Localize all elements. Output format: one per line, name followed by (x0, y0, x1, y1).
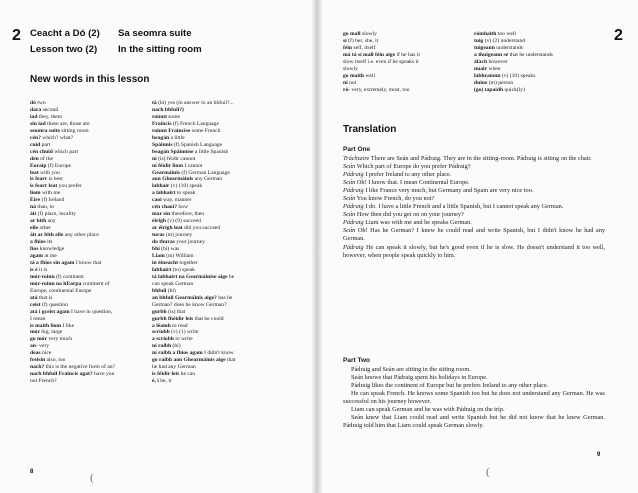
vocab-entry: liom with me (30, 190, 61, 197)
vocab-entry: a scríobh to write (152, 336, 193, 343)
page-number-left: 8 (30, 469, 34, 475)
vocab-entry: is maith liom I like (30, 322, 75, 329)
vocab-entry: tuig (v) (2) understand (474, 37, 526, 44)
vocab-entry: ní (is) féidir cannot (152, 155, 196, 162)
vocab-entry: Liam (m) William (152, 252, 194, 259)
vocab-entry: ceist (f) question (30, 301, 68, 308)
narrative-paragraph: He can speak French. He knows some Spanish too but he does not understand any German. He was successful on his journey however. (343, 390, 605, 406)
vocab-entry: go mór very much (30, 336, 73, 343)
dialogue-line: Pádraig He can speak it slowly, but he's good even if he is slow. He doesn't understand it too well, however, when people speak quickly to him. (343, 243, 605, 259)
vocab-entry: é, í he, it (152, 378, 172, 385)
vocab-entry: gurbh fhéidir leis that he could (152, 315, 224, 322)
vocab-entry: roinnt some (152, 113, 181, 120)
vocab-entry: éirigh (v) (9) succeed (152, 218, 201, 225)
part-one-heading: Part One (343, 146, 371, 153)
vocab-entry: nach bhfuil?) (152, 106, 184, 113)
dialogue-line: Tráchtaire There are Seán and Pádraig. They are in the sitting-room. Pádraig is sitting on the chair. (343, 155, 592, 162)
narrative-paragraph: Pádraig and Seán are sitting in the sitting room. (351, 366, 471, 373)
vocab-entry: Gearmáinis (f) German Language (152, 169, 230, 176)
vocab-entry: is féidir leis he can (152, 371, 196, 378)
dialogue-line: Seán Which part of Europe do you prefer Pádraig? (343, 163, 471, 171)
vocab-entry: sin iad these are, those are (30, 120, 90, 127)
vocab-entry: den of the (30, 155, 54, 162)
vocab-entry: is é it is (30, 266, 48, 273)
vocab-entry: gurbh (is) that (152, 308, 186, 315)
vocab-entry: ró- very, extremely, most, too (343, 86, 410, 93)
vocab-entry: is fearr is best (30, 176, 63, 183)
vocab-entry: atá i gceist agam I have in question, (30, 308, 113, 315)
vocab-entry: he had any German (152, 364, 196, 371)
vocab-entry: seomra suite sitting room (30, 127, 89, 134)
vocab-entry: cén chuid which part (30, 148, 79, 155)
vocab-entry: slow itself i.e. even if he speaks it (343, 58, 419, 65)
dialogue-line: Pádraig I like France very much, but Germany and Spain are very nice too. (343, 187, 534, 195)
page-number-right: 9 (597, 452, 601, 458)
lesson-title-irish-left: Ceacht a Dó (2) (30, 28, 100, 39)
vocab-entry: ar bith any (30, 218, 56, 225)
vocab-entry: not French? (30, 378, 57, 385)
vocab-entry: a léamh to read (152, 322, 188, 329)
vocab-entry: ná than, to (30, 204, 55, 211)
vocab-entry: an- very (30, 343, 50, 350)
narrative-paragraph: Seán knew that Liam could read and write Spanish but he did not know that he knew German. Pádraig told him that Liam could speak German slowly. (343, 414, 605, 430)
vocab-entry: beagán a little (152, 134, 185, 141)
vocab-entry: a thuigeann sé that he understands (474, 51, 553, 58)
vocab-entry: cén? which? what? (30, 134, 74, 141)
vocab-column-2 (152, 100, 307, 385)
chapter-number: 2 (12, 27, 21, 44)
dialogue-line: Seán Oh! I know that. I mean Continental Europe. (343, 179, 470, 187)
section-title-new-words: New words in this lesson (30, 74, 150, 85)
top-vocab-column-1 (343, 31, 471, 94)
chapter-number-right: 2 (614, 27, 623, 44)
vocab-entry: a fhios its (30, 239, 53, 246)
pen-mark: ( (90, 472, 94, 484)
lesson-title-english-right: In the sitting room (118, 44, 202, 55)
vocab-entry: is fearr leat you prefer (30, 183, 82, 190)
vocab-entry: cuid part (30, 141, 51, 148)
part-one-dialogue (343, 155, 605, 260)
dialogue-line: Pádraig I prefer Ireland to any other place. (343, 171, 452, 179)
vocab-entry: tá a fhios sin agam I know that (30, 259, 102, 266)
vocab-entry: can speak German (152, 280, 194, 287)
vocab-entry: duine (m) person (474, 79, 514, 86)
vocab-column-1 (30, 100, 148, 385)
vocab-entry: rómhaith too well (474, 31, 516, 37)
vocab-entry: leat with you (30, 169, 60, 176)
vocab-entry: tá labhairt na Gearmáinise aige he (152, 273, 235, 280)
vocab-entry: a labhairt to speak (152, 190, 196, 197)
vocab-entry: eile other (30, 225, 51, 232)
vocab-entry: caoi way, manner (152, 197, 192, 204)
vocab-entry: labhair (v) (10) speak (152, 183, 203, 190)
vocab-entry: slowly (343, 65, 358, 72)
narrative-paragraph: Seán knows that Pádraig spent his holidays in Europe. (351, 374, 488, 382)
vocab-entry: mór-roinn (f) continent (30, 273, 84, 280)
vocab-entry: go maith well (343, 72, 376, 79)
vocab-entry: nach bhfuil Fraincis agat? have you (30, 371, 115, 378)
vocab-entry: German? does he know German? (152, 301, 227, 308)
vocab-entry: turas (m) journey (152, 232, 193, 239)
vocab-entry: go raibh aon Ghearmáinis aige that (152, 357, 236, 364)
vocab-entry: roinnt Fraincise some French (152, 127, 221, 134)
vocab-entry: labhairt (to) speak (152, 266, 195, 273)
vocab-entry: ní not (343, 79, 357, 86)
dialogue-line: Seán Oh! Has he German? I knew he could read and write Spanish, but I didn't know he had any German. (343, 227, 605, 243)
vocab-entry: do thuras your journey (152, 239, 205, 246)
vocab-entry: ní féidir liom I cannot (152, 162, 203, 169)
vocab-entry: mar sin therefore, then (152, 211, 205, 218)
vocab-entry: dó two (30, 100, 46, 106)
vocab-entry: tá (bí) yes (in answer to an bhfuil?... (152, 100, 234, 106)
vocab-entry: ar éirigh leat did you succeed (152, 225, 221, 232)
vocab-entry: ní raibh a fhios agam I didn't know (152, 350, 234, 357)
vocab-entry: áfach however (474, 58, 508, 65)
lesson-title-irish (30, 28, 192, 39)
vocab-entry: cén chaoi? how (152, 204, 189, 211)
vocab-entry: an bhfuil Gearmáinis aige? has he (152, 294, 233, 301)
dialogue-line: Pádraig Liam was with me and he speaks German. (343, 219, 472, 227)
vocab-entry: fios knowledge (30, 246, 65, 253)
vocab-entry: in éineacht together (152, 259, 198, 266)
top-vocab-column-2 (474, 31, 604, 94)
lesson-title-irish-right: Sa seomra suite (118, 28, 192, 39)
vocab-entry: Europe, continental Europe (30, 287, 92, 294)
vocab-entry: mór big, large (30, 329, 63, 336)
vocab-entry: dara second (30, 106, 59, 113)
vocab-entry: áit (f) place, locality (30, 211, 76, 218)
vocab-entry: deas nice (30, 350, 52, 357)
vocab-entry: sí (f) her, she, it (343, 37, 379, 44)
section-title-translation: Translation (343, 124, 397, 135)
narrative-paragraph: Liam can speak German and he was with Pádraig on the trip. (351, 406, 505, 414)
vocab-entry: tuigeann understands (474, 44, 523, 51)
vocab-entry: nuair when (474, 65, 501, 72)
lesson-title-english (30, 44, 202, 55)
lesson-title-english-left: Lesson two (2) (30, 44, 98, 55)
vocab-entry: freisin also, too (30, 357, 66, 364)
pen-mark-right: ( (486, 466, 490, 478)
dialogue-line: Seán You know French, do you not? (343, 195, 435, 203)
vocab-entry: I mean (30, 315, 46, 322)
vocab-entry: beagán Spáinnise a little Spanish (152, 148, 229, 155)
part-two-narrative (343, 366, 605, 430)
vocab-entry: nach? this is the negative form of an? (30, 364, 115, 371)
vocab-entry: má tá sí mall féin aige if he has it (343, 51, 420, 58)
vocab-entry: Éire (f) Ireland (30, 197, 65, 204)
vocab-entry: agam at me (30, 252, 57, 259)
vocab-entry: Eoraip (f) Europe (30, 162, 72, 169)
left-page (0, 0, 314, 493)
vocab-entry: áit ar bith eile any other place (30, 232, 99, 239)
vocab-entry: scríobh (v) (1) write (152, 329, 199, 336)
dialogue-line: Pádraig I do. I have a little French and a little Spanish, but I cannot speak any German. (343, 203, 564, 211)
vocab-entry: labhraíonn (v) (10) speaks (474, 72, 536, 79)
vocab-entry: ní raibh (bí) (152, 343, 181, 350)
vocab-entry: (go) tapaidh quick(ly) (474, 86, 525, 93)
dialogue-line: Seán How then did you get on on your journey? (343, 211, 464, 219)
vocab-entry: go mall slowly (343, 31, 377, 37)
vocab-entry: iad they, them (30, 113, 63, 120)
vocab-entry: Fraincis (f) French Language (152, 120, 219, 127)
vocab-entry: atá that is (30, 294, 53, 301)
vocab-entry: bhfuil (bí) (152, 287, 176, 294)
vocab-entry: bhí (bí) was (152, 246, 180, 253)
narrative-paragraph: Pádraig likes the continent of Europe but he prefers Ireland to any other place. (351, 382, 549, 390)
vocab-entry: aon Ghearmáinis any German (152, 176, 223, 183)
vocab-entry: Spáinnis (f) Spanish Language (152, 141, 223, 148)
vocab-entry: féin self, itself (343, 44, 376, 51)
part-two-heading: Part Two (343, 357, 370, 364)
vocab-entry: mór-roinn na hEorpa continent of (30, 280, 110, 287)
